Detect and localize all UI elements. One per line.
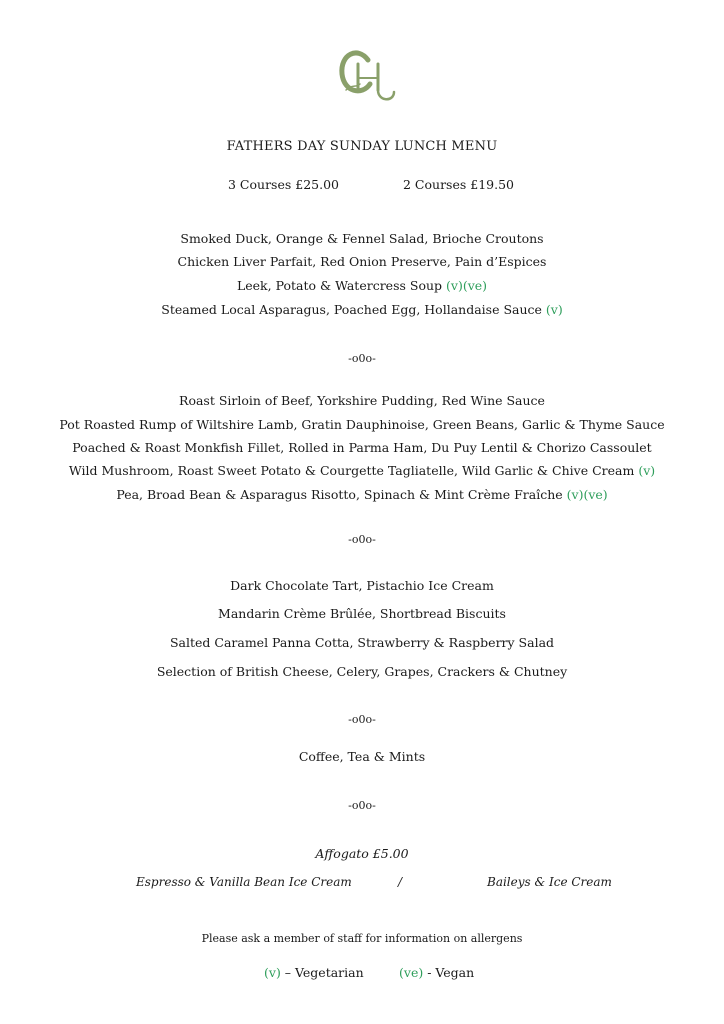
key-vegetarian: (v) – Vegetarian <box>264 965 364 980</box>
dessert-item: Dark Chocolate Tart, Pistachio Ice Cream <box>230 578 494 593</box>
main-item: Poached & Roast Monkfish Fillet, Rolled in Parma Ham, Du Puy Lentil & Chorizo Cassoulet <box>72 440 652 455</box>
dietary-tag: (v)(ve) <box>566 487 608 502</box>
affogato-option-baileys: Baileys & Ice Cream <box>487 875 612 889</box>
coffee-item: Coffee, Tea & Mints <box>298 749 426 764</box>
affogato-title: Affogato £5.00 <box>315 846 409 861</box>
menu-title: FATHERS DAY SUNDAY LUNCH MENU <box>226 139 498 154</box>
starter-item: Chicken Liver Parfait, Red Onion Preserve, Pain d’Espices <box>177 254 547 269</box>
main-item: Pea, Broad Bean & Asparagus Risotto, Spinach & Mint Crème Fraîche (v)(ve) <box>116 487 608 502</box>
separator: -o0o- <box>348 799 376 812</box>
dessert-item: Mandarin Crème Brûlée, Shortbread Biscuits <box>218 606 506 621</box>
allergen-note: Please ask a member of staff for information on allergens <box>201 932 523 945</box>
affogato-divider: / <box>398 875 403 889</box>
dessert-item: Salted Caramel Panna Cotta, Strawberry & Raspberry Salad <box>169 635 555 650</box>
affogato-option-espresso: Espresso & Vanilla Bean Ice Cream <box>136 875 352 889</box>
separator: -o0o- <box>348 713 376 726</box>
price-3-courses: 3 Courses £25.00 <box>228 177 339 192</box>
key-vegan: (ve) - Vegan <box>399 965 475 980</box>
main-item: Wild Mushroom, Roast Sweet Potato & Courgette Tagliatelle, Wild Garlic & Chive Cream (v) <box>68 463 656 478</box>
price-2-courses: 2 Courses £19.50 <box>403 177 514 192</box>
starter-item: Smoked Duck, Orange & Fennel Salad, Brioche Croutons <box>180 231 544 246</box>
main-item: Roast Sirloin of Beef, Yorkshire Pudding, Red Wine Sauce <box>179 393 545 408</box>
starter-item: Leek, Potato & Watercress Soup (v)(ve) <box>236 278 488 293</box>
dietary-tag: (v) <box>638 463 656 478</box>
ch-monogram-logo <box>338 44 396 104</box>
dietary-tag: (v) <box>545 302 563 317</box>
starter-item: Steamed Local Asparagus, Poached Egg, Hollandaise Sauce (v) <box>161 302 563 317</box>
separator: -o0o- <box>348 352 376 365</box>
main-item: Pot Roasted Rump of Wiltshire Lamb, Gratin Dauphinoise, Green Beans, Garlic & Thyme Sauce <box>59 417 665 432</box>
dietary-tag: (v)(ve) <box>446 278 488 293</box>
separator: -o0o- <box>348 533 376 546</box>
dessert-item: Selection of British Cheese, Celery, Grapes, Crackers & Chutney <box>156 664 568 679</box>
